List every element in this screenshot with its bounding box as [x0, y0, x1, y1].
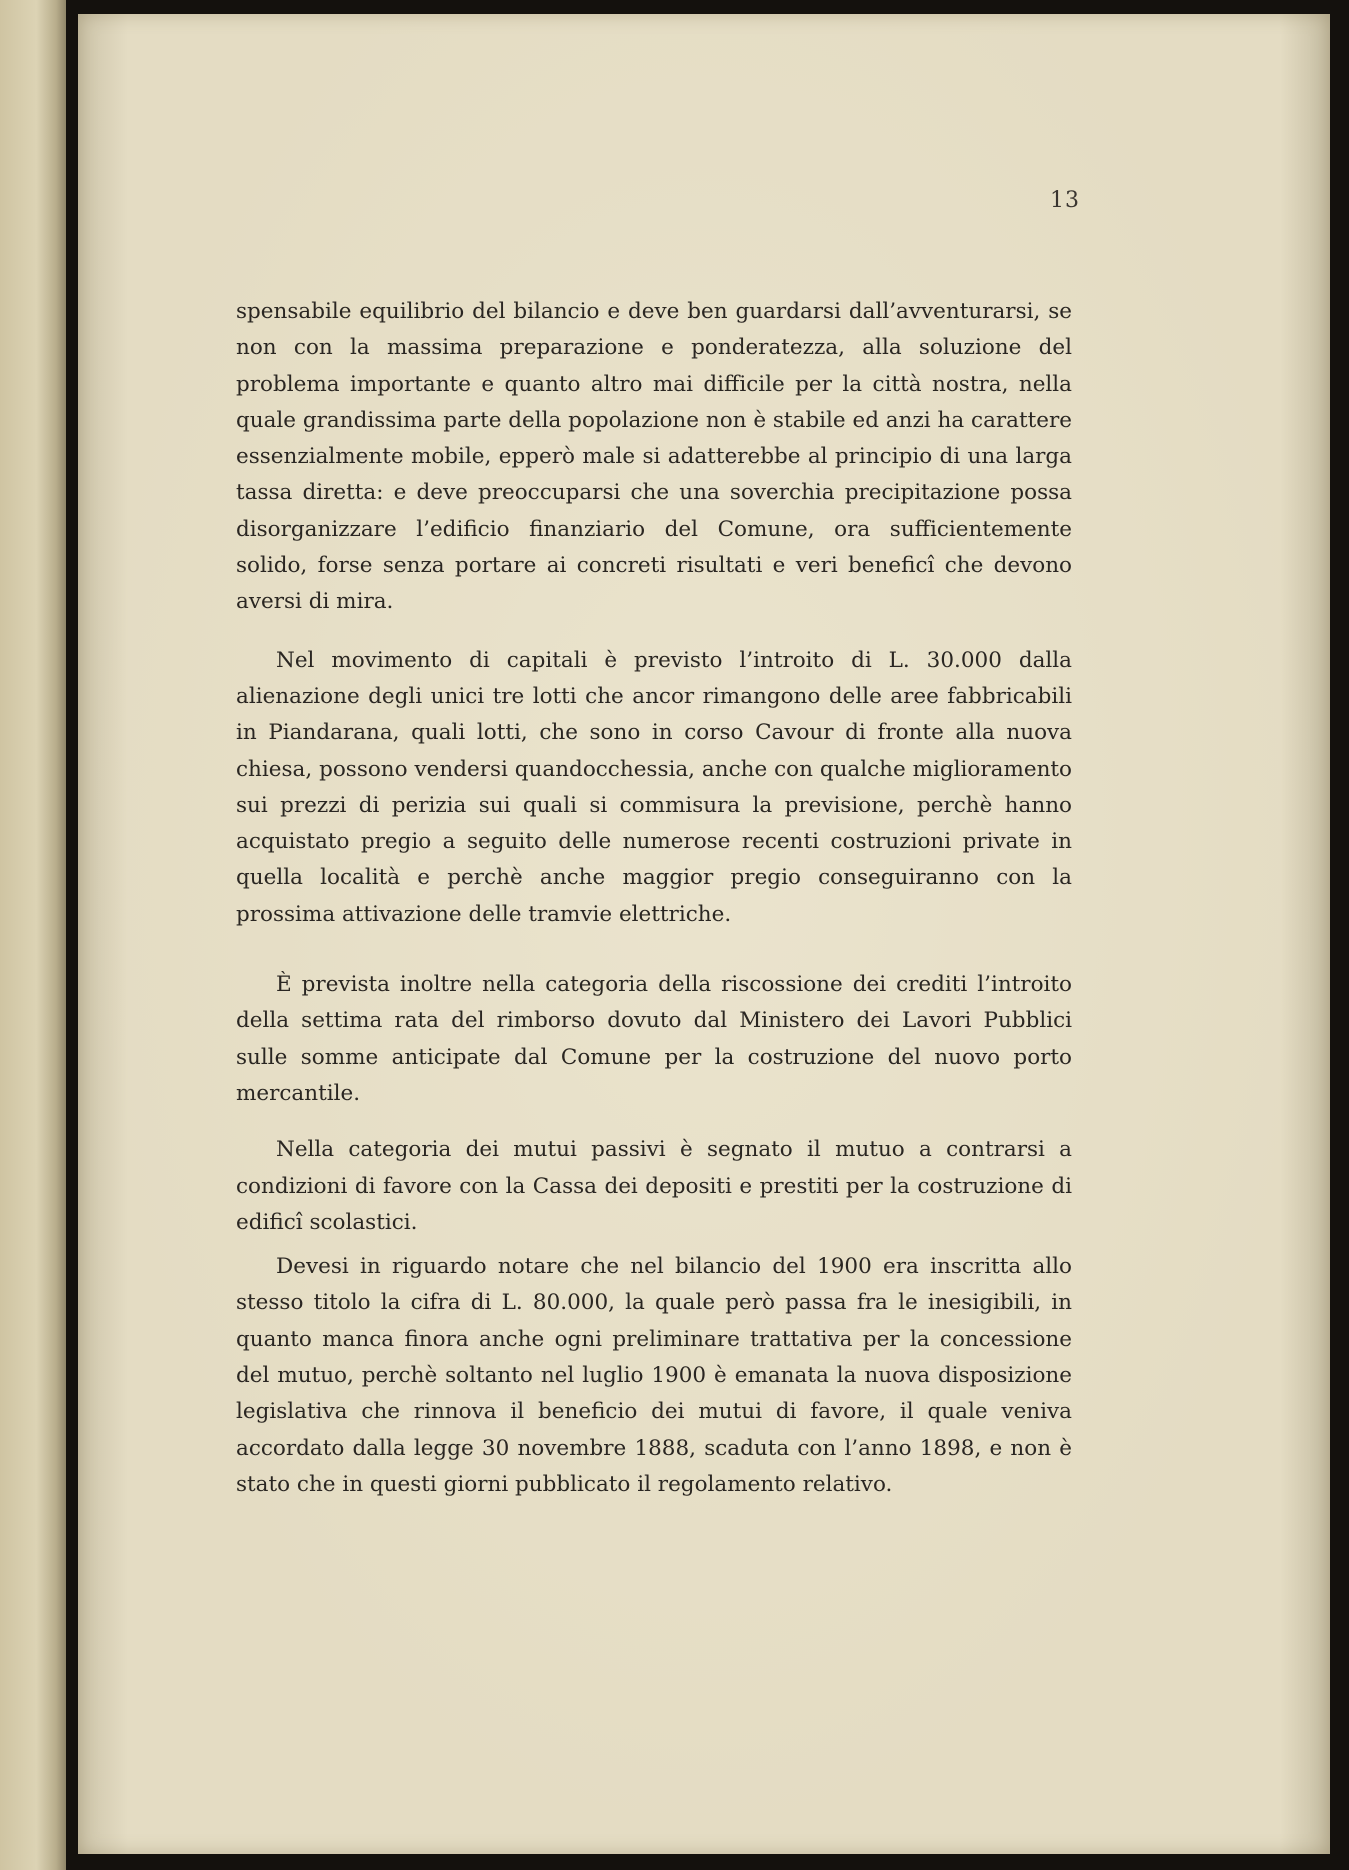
paragraph-continuation: spensabile equilibrio del bilancio e deve ben guardarsi dall’avventurarsi, se non con la massima preparazione e ponderatezza, alla soluzione del problema importante e quanto altro mai difficile per la città nostra, nella quale grandissima parte della popolazione non è stabile ed anzi ha carattere essenzialmente mobile, epperò male si adatterebbe al principio di una larga tassa diretta: e deve preoccuparsi che una soverchia precipitazione possa disorganizzare l’edificio finanziario del Comune, ora sufficientemente solido, forse senza portare ai concreti risultati e veri beneficî che devono aversi di mira. — [236, 299, 1072, 615]
paragraph-credit-collection: È prevista inoltre nella categoria della riscossione dei crediti l’introito della settima rata del rimborso dovuto dal Ministero dei Lavori Pubblici sulle somme anticipate dal Comune per la costruzione del nuovo porto mercantile. — [236, 972, 1072, 1106]
body-text — [236, 294, 1072, 1503]
page-number: 13 — [1050, 188, 1080, 213]
paragraph-capital-movement: Nel movimento di capitali è previsto l’introito di L. 30.000 dalla alienazione degli unici tre lotti che ancor rimangono delle aree fabbricabili in Piandarana, quali lotti, che sono in corso Cavour di fronte alla nuova chiesa, possono vendersi quandocchessia, anche con qualche miglioramento sui prezzi di perizia sui quali si commisura la previsione, perchè hanno acquistato pregio a seguito delle numerose recenti costruzioni private in quella località e perchè anche maggior pregio conseguiranno con la prossima attivazione delle tramvie elettriche. — [236, 647, 1072, 927]
paragraph-passive-loans: Nella categoria dei mutui passivi è segnato il mutuo a contrarsi a condizioni di favore con la Cassa dei depositi e prestiti per la costruzione di edificî scolastici. — [236, 1137, 1072, 1235]
paragraph-loan-notes: Devesi in riguardo notare che nel bilancio del 1900 era inscritta allo stesso titolo la cifra di L. 80.000, la quale però passa fra le inesigibili, in quanto manca finora anche ogni preliminare trattativa per la concessione del mutuo, perchè soltanto nel luglio 1900 è emanata la nuova disposizione legislativa che rinnova il beneficio dei mutui di favore, il quale veniva accordato dalla legge 30 novembre 1888, scaduta con l’anno 1898, e non è stato che in questi giorni pubblicato il regolamento relativo. — [236, 1254, 1072, 1497]
facing-page-edge — [0, 0, 66, 1870]
